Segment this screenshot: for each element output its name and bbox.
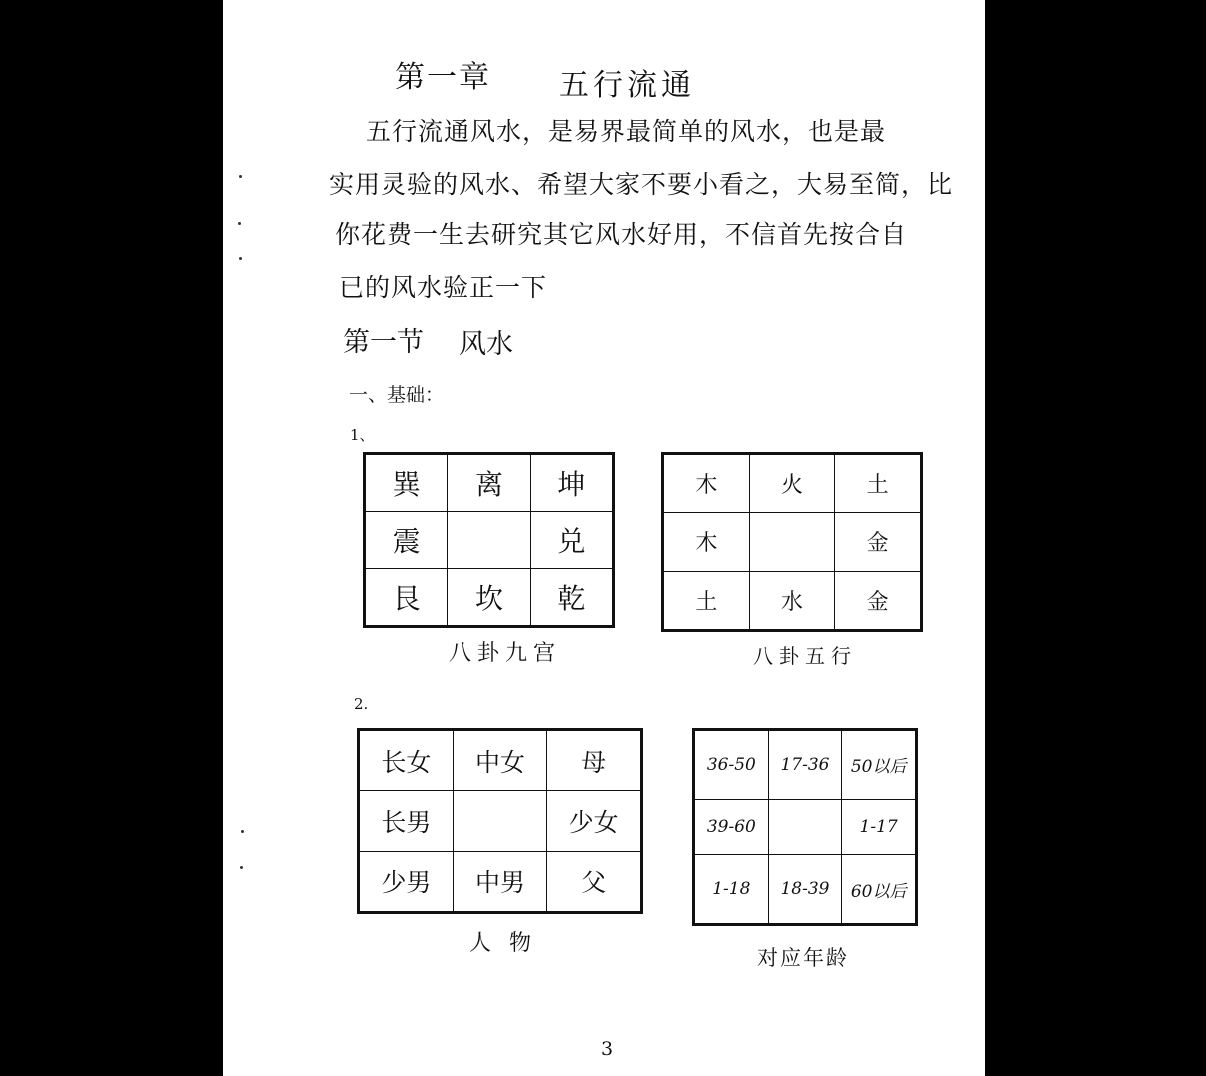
grid-cell: 母: [547, 731, 641, 791]
grid-cell: 木: [664, 513, 750, 571]
page-number: 3: [601, 1038, 614, 1060]
grid-cell: 1-17: [842, 799, 916, 855]
grid-cell: 中男: [453, 851, 547, 911]
subheading: 一、基础：: [349, 384, 445, 406]
grid-cell: 50以后: [842, 731, 916, 800]
scan-speck: [239, 257, 242, 260]
paragraph-line: 已的风水验正一下: [339, 273, 548, 302]
grid-cell: 长男: [360, 791, 454, 851]
grid-cell: [749, 513, 835, 571]
scan-speck: [238, 222, 241, 225]
bagua-nine-palace-grid: [363, 452, 615, 628]
grid-cell: 18-39: [768, 855, 842, 924]
grid-caption: 八卦五行: [753, 644, 857, 668]
grid-cell: 土: [835, 455, 921, 513]
grid-cell: 艮: [366, 569, 448, 626]
grid-cell: 父: [547, 851, 641, 911]
grid-cell: 长女: [360, 731, 454, 791]
grid-cell: 震: [366, 512, 448, 569]
grid-cell: 土: [664, 571, 750, 629]
grid-cell: 17-36: [768, 731, 842, 800]
grid-caption: 八卦九宫: [449, 641, 562, 666]
grid-cell: 火: [749, 455, 835, 513]
grid-cell: [448, 512, 530, 569]
section-topic: 风水: [459, 329, 513, 360]
grid-cell: 中女: [453, 731, 547, 791]
section-number: 第一节: [343, 327, 424, 358]
chapter-title: 五行流通: [559, 68, 695, 103]
grid-cell: 60以后: [842, 855, 916, 924]
grid-caption: 对应年龄: [757, 946, 849, 970]
grid-cell: [453, 791, 547, 851]
grid-cell: 水: [749, 571, 835, 629]
paragraph-line: 五行流通风水，是易界最简单的风水，也是最: [366, 117, 887, 146]
grid-cell: 巽: [366, 455, 448, 512]
item-number: 1、: [350, 426, 375, 444]
paragraph-line: 你花费一生去研究其它风水好用，不信首先按合自: [335, 220, 908, 249]
bagua-five-elements-grid: [661, 452, 923, 632]
grid-cell: 39-60: [695, 799, 769, 855]
grid-cell: 离: [448, 455, 530, 512]
grid-caption: 人物: [469, 931, 550, 956]
grid-cell: 金: [835, 513, 921, 571]
grid-cell: 乾: [530, 569, 612, 626]
grid-cell: 坎: [448, 569, 530, 626]
document-page: [223, 0, 985, 1076]
grid-cell: 少男: [360, 851, 454, 911]
item-number: 2.: [354, 695, 369, 713]
grid-cell: 36-50: [695, 731, 769, 800]
grid-cell: 兑: [530, 512, 612, 569]
grid-cell: 金: [835, 571, 921, 629]
grid-cell: 1-18: [695, 855, 769, 924]
grid-cell: 坤: [530, 455, 612, 512]
age-ranges-grid: [692, 728, 918, 926]
scan-speck: [241, 830, 244, 833]
scan-speck: [239, 175, 242, 178]
grid-cell: [768, 799, 842, 855]
paragraph-line: 实用灵验的风水、希望大家不要小看之，大易至简，比: [329, 170, 954, 199]
grid-cell: 木: [664, 455, 750, 513]
grid-cell: 少女: [547, 791, 641, 851]
scan-speck: [240, 866, 243, 869]
family-members-grid: [357, 728, 643, 914]
chapter-number: 第一章: [395, 60, 491, 95]
